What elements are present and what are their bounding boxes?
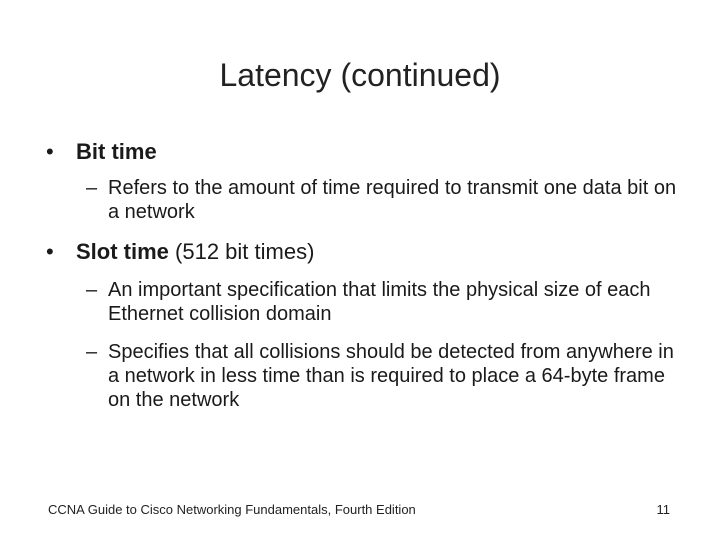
sub-bullet xyxy=(86,176,686,224)
page-number: 11 xyxy=(656,502,670,517)
bullet-bit-time xyxy=(46,138,157,166)
sub-bullet-marker: – xyxy=(86,279,98,301)
sub-bullet-marker: – xyxy=(86,341,98,363)
sub-bullet xyxy=(86,278,686,326)
bullet-slot-time xyxy=(46,238,314,266)
slide-title: Latency (continued) xyxy=(219,57,501,93)
bullet-suffix: (512 bit times) xyxy=(168,239,315,264)
sub-bullet xyxy=(86,340,686,412)
sub-bullet-marker: – xyxy=(86,177,98,199)
sub-bullet-text: Specifies that all collisions should be detected from anywhere in a network in less time than is required to place a 64-byte frame on the network xyxy=(108,341,674,411)
bullet-marker: • xyxy=(46,239,54,264)
bullet-heading: Slot time xyxy=(76,239,169,264)
footer-source: CCNA Guide to Cisco Networking Fundamentals, Fourth Edition xyxy=(48,502,416,517)
sub-bullet-text: An important specification that limits the physical size of each Ethernet collision domain xyxy=(108,279,651,325)
bullet-marker: • xyxy=(46,139,54,164)
sub-bullet-text: Refers to the amount of time required to transmit one data bit on a network xyxy=(108,177,677,223)
bullet-heading: Bit time xyxy=(76,139,157,164)
